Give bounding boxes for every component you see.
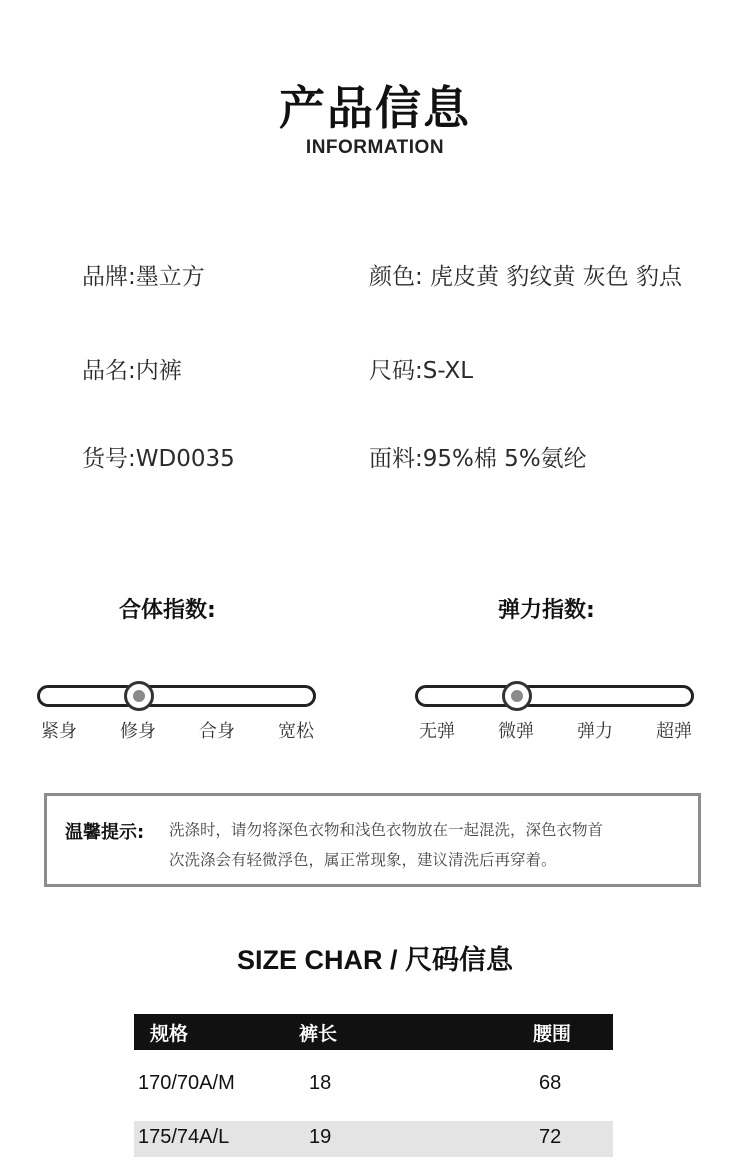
cell-spec: 170/70A/M [138, 1072, 235, 1094]
cell-length: 18 [309, 1072, 332, 1094]
cell-spec: 175/74A/L [138, 1126, 230, 1148]
size-table-header [134, 1014, 613, 1050]
fabric-info: 面料:95%棉 5%氨纶 [369, 446, 587, 472]
cell-waist: 72 [539, 1126, 562, 1148]
elastic-tick-elastic: 弹力 [577, 721, 613, 742]
elastic-tick-none: 无弹 [419, 721, 455, 742]
header-length: 裤长 [299, 1023, 338, 1045]
fit-tick-slim: 修身 [120, 721, 156, 742]
product-name-info: 品名:内裤 [82, 358, 182, 384]
header-waist: 腰围 [533, 1023, 572, 1045]
care-notice-label: 温馨提示: [65, 822, 145, 843]
fit-tick-regular: 合身 [199, 721, 235, 742]
care-notice-line-1: 洗涤时，请勿将深色衣物和浅色衣物放在一起混洗，深色衣物首 [169, 821, 604, 839]
elastic-tick-slight: 微弹 [498, 721, 534, 742]
color-info: 颜色: 虎皮黄 豹纹黄 灰色 豹点 [369, 264, 682, 290]
elastic-index-label: 弹力指数: [498, 598, 595, 623]
care-notice-box [44, 793, 701, 887]
fit-index-label: 合体指数: [119, 598, 216, 623]
brand-info: 品牌:墨立方 [82, 264, 205, 290]
care-notice-line-2: 次洗涤会有轻微浮色，属正常现象，建议清洗后再穿着。 [169, 851, 557, 869]
fit-tick-loose: 宽松 [278, 721, 314, 742]
fit-index-track [37, 685, 316, 707]
fit-index-knob [124, 681, 154, 711]
page-title: 产品信息 [279, 81, 471, 135]
elastic-tick-super: 超弹 [656, 721, 692, 742]
page-subtitle: INFORMATION [305, 137, 445, 158]
table-row [134, 1121, 613, 1157]
cell-waist: 68 [539, 1072, 562, 1094]
size-info: 尺码:S-XL [369, 358, 474, 384]
fit-tick-tight: 紧身 [41, 721, 77, 742]
elastic-index-track [415, 685, 694, 707]
cell-length: 19 [309, 1126, 332, 1148]
header-spec: 规格 [150, 1023, 189, 1045]
table-row [134, 1067, 613, 1103]
size-table-title: SIZE CHAR / 尺码信息 [236, 945, 513, 975]
elastic-index-knob [502, 681, 532, 711]
item-number-info: 货号:WD0035 [82, 446, 235, 472]
